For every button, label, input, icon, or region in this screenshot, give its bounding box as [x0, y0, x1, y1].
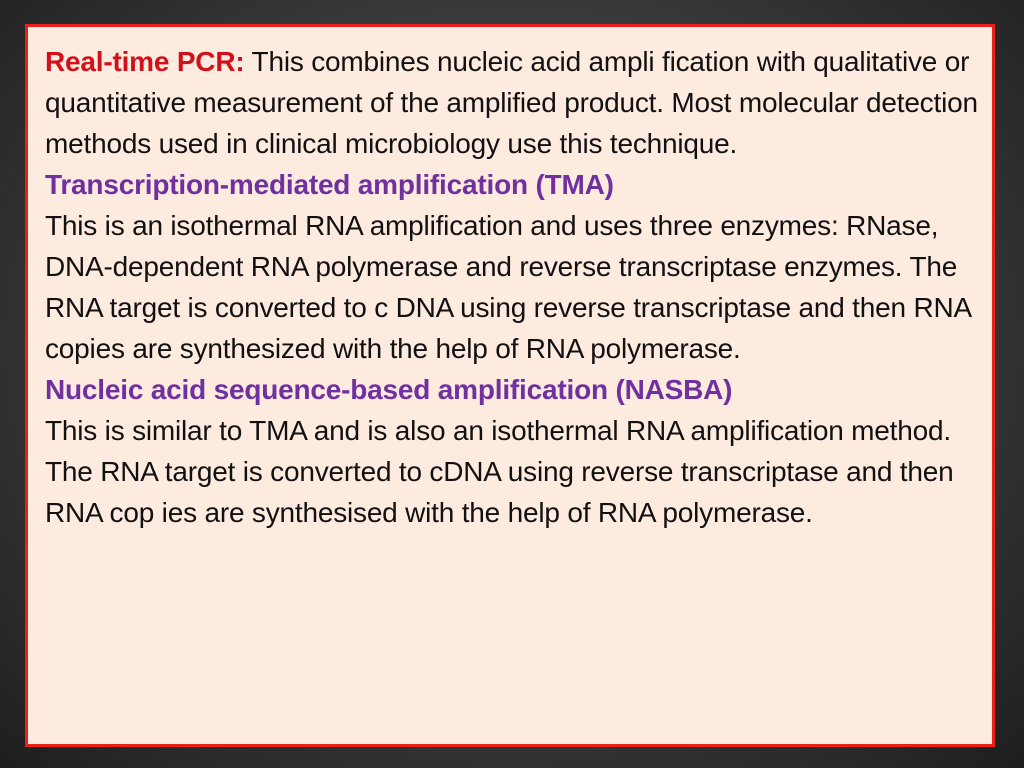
section-tma — [45, 164, 990, 369]
heading-real-time-pcr: Real-time PCR: — [45, 46, 245, 77]
body-tma: This is an isothermal RNA amplification and uses three enzymes: RNase, DNA-dependent RNA polymerase and reverse transcriptase enzymes. The RNA target is converted to c DNA using reverse transcriptase and then RNA copies are synthesized with the help of RNA polymerase. — [45, 210, 971, 364]
section-nasba — [45, 369, 990, 533]
slide-content-panel — [25, 24, 995, 747]
heading-tma: Transcription-mediated amplification (TMA) — [45, 169, 614, 200]
body-real-time-pcr: This combines nucleic acid ampli fication with qualitative or quantitative measurement of the amplified product. Most molecular detection methods used in clinical microbiology use this technique. — [45, 46, 978, 159]
slide-text-block — [45, 41, 990, 533]
body-nasba: This is similar to TMA and is also an isothermal RNA amplification method. The RNA target is converted to cDNA using reverse transcriptase and then RNA cop ies are synthesised with the help of RNA polymerase. — [45, 415, 954, 528]
section-real-time-pcr — [45, 41, 990, 164]
heading-nasba: Nucleic acid sequence-based amplification (NASBA) — [45, 374, 733, 405]
